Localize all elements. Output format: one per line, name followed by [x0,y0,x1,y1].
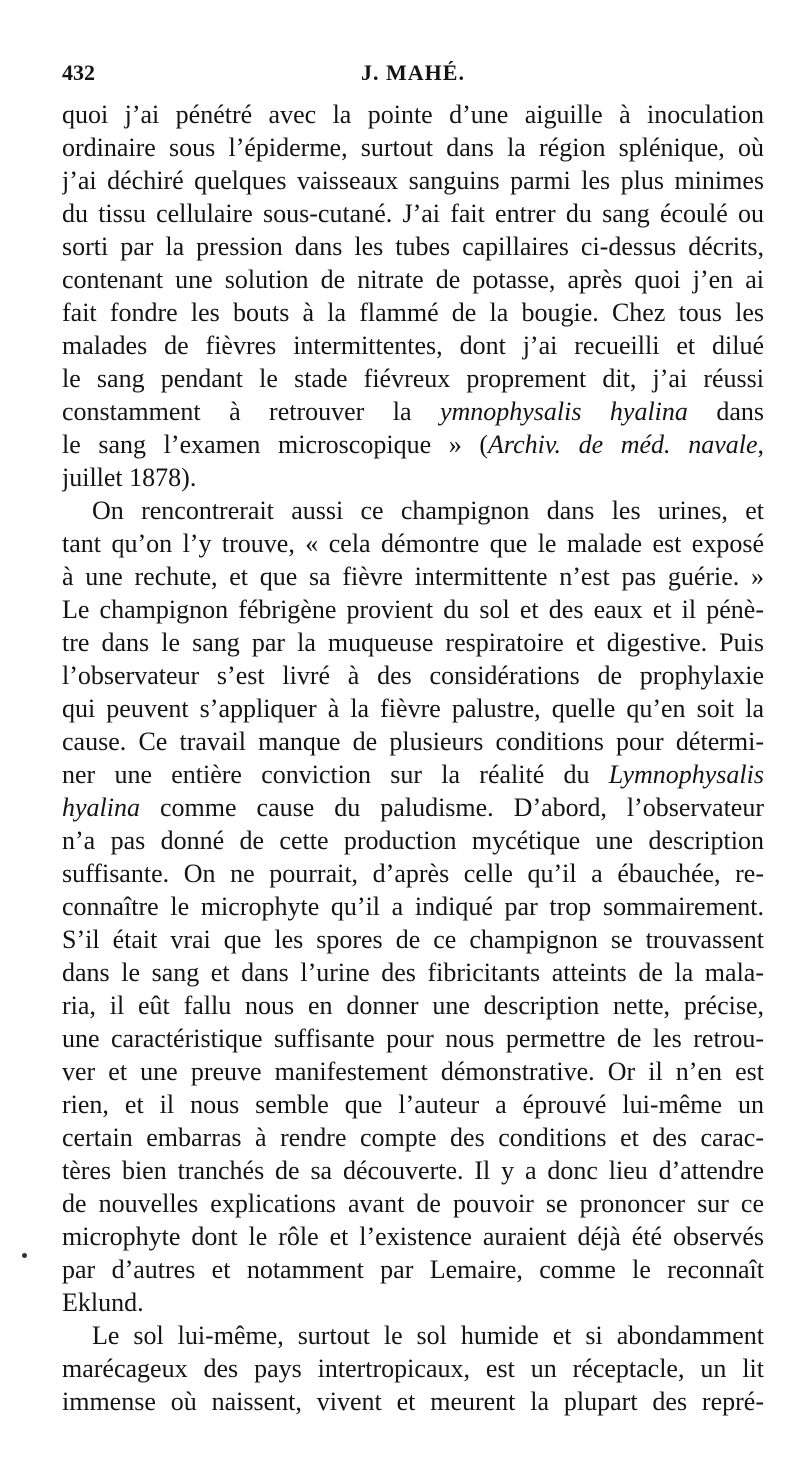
text-run: , [757,430,764,459]
text-run: certain embarras à rendre compte des conditions et des carac- [62,1123,764,1152]
text-run: S’il était vrai que les spores de ce champignon se trouvassent [62,925,764,954]
text-line [62,1154,764,1187]
text-line [62,1121,764,1154]
text-run: par d’autres et notamment par Lemaire, comme le reconnaît [62,1255,764,1284]
text-line [62,98,764,131]
text-line [62,263,764,296]
text-run: microphyte dont le rôle et l’existence auraient déjà été observés [62,1222,764,1251]
text-line [62,956,764,989]
text-line [62,857,764,890]
text-line [62,560,764,593]
text-run: connaître le microphyte qu’il a indiqué par trop sommairement. [62,892,764,921]
text-line [62,1385,764,1418]
text-run: l’observateur s’est livré à des considérations de prophylaxie [62,661,764,690]
text-run: ordinaire sous l’épiderme, surtout dans la région splénique, où [62,133,764,162]
text-line [62,758,764,791]
text-line [62,890,764,923]
text-run: qui peuvent s’appliquer à la fièvre palustre, quelle qu’en soit la [62,694,764,723]
text-run: dans le sang et dans l’urine des fibricitants atteints de la mala- [62,958,764,987]
text-line [62,296,764,329]
text-run: ver et une preuve manifestement démonstrative. Or il n’en est [62,1057,764,1086]
text-line [62,659,764,692]
text-run: rien, et il nous semble que l’auteur a éprouvé lui-même un [62,1090,764,1119]
text-line [62,1187,764,1220]
italic-text: Archiv. de méd. navale [488,430,758,459]
text-line [62,164,764,197]
text-run: à une rechute, et que sa fièvre intermittente n’est pas guérie. » [62,562,764,591]
margin-mark [22,1253,27,1258]
text-line [62,824,764,857]
text-run: n’a pas donné de cette production mycétique une description [62,826,764,855]
text-run: ria, il eût fallu nous en donner une description nette, précise, [62,991,764,1020]
text-run: le sang pendant le stade fiévreux proprement dit, j’ai réussi [62,364,764,393]
text-line [62,626,764,659]
text-run: immense où naissent, vivent et meurent la plupart des repré- [62,1387,764,1416]
text-line [62,461,764,494]
body-text [62,98,764,1418]
text-run: du tissu cellulaire sous-cutané. J’ai fait entrer du sang écoulé ou [62,199,764,228]
text-run: tre dans le sang par la muqueuse respiratoire et digestive. Puis [62,628,764,657]
text-line [62,692,764,725]
text-line [62,230,764,263]
text-run: fait fondre les bouts à la flammé de la bougie. Chez tous les [62,298,764,327]
text-line [62,1352,764,1385]
text-line [62,395,764,428]
page-header [62,60,764,90]
running-head: J. MAHÉ. [361,60,465,85]
text-line [62,1286,764,1319]
text-line [62,923,764,956]
text-run: Eklund. [62,1288,144,1317]
italic-text: ymnophysalis hyalina [439,397,688,426]
text-run: comme cause du paludisme. D’abord, l’observateur [140,793,764,822]
text-run: cause. Ce travail manque de plusieurs conditions pour détermi- [62,727,764,756]
text-run: contenant une solution de nitrate de potasse, après quoi j’en ai [62,265,764,294]
text-run: malades de fièvres intermittentes, dont j’ai recueilli et dilué [62,331,764,360]
page-number: 432 [62,60,95,85]
text-line [62,428,764,461]
text-line [62,989,764,1022]
text-line [62,131,764,164]
text-line [62,329,764,362]
text-run: suffisante. On ne pourrait, d’après celle qu’il a ébauchée, re- [62,859,764,888]
text-run: quoi j’ai pénétré avec la pointe d’une aiguille à inoculation [62,100,764,129]
text-line [62,527,764,560]
text-line [62,791,764,824]
text-run: de nouvelles explications avant de pouvoir se prononcer sur ce [62,1189,764,1218]
text-run: On rencontrerait aussi ce champignon dans les urines, et [92,496,764,525]
text-run: ner une entière conviction sur la réalité du [62,760,609,789]
text-run: tères bien tranchés de sa découverte. Il y a donc lieu d’attendre [62,1156,764,1185]
text-run: tant qu’on l’y trouve, « cela démontre que le malade est exposé [62,529,764,558]
text-line [62,1319,764,1352]
text-line [62,494,764,527]
text-run: constamment à retrouver la [62,397,440,426]
text-line [62,1022,764,1055]
text-run: Le sol lui-même, surtout le sol humide et si abondamment [92,1321,764,1350]
text-run: dans [687,397,764,426]
text-line [62,1253,764,1286]
text-line [62,725,764,758]
text-run: marécageux des pays intertropicaux, est un réceptacle, un lit [62,1354,764,1383]
text-line [62,593,764,626]
text-line [62,1220,764,1253]
text-run: sorti par la pression dans les tubes capillaires ci-dessus décrits, [62,232,764,261]
text-run: le sang l’examen microscopique » ( [62,430,489,459]
text-line [62,1055,764,1088]
italic-text: Lymnophysalis [608,760,764,789]
text-line [62,362,764,395]
text-line [62,197,764,230]
italic-text: hyalina [62,793,140,822]
text-run: Le champignon fébrigène provient du sol et des eaux et il pénè- [62,595,764,624]
text-run: j’ai déchiré quelques vaisseaux sanguins parmi les plus minimes [62,166,764,195]
text-run: juillet 1878). [62,463,197,492]
text-run: une caractéristique suffisante pour nous permettre de les retrou- [62,1024,764,1053]
text-line [62,1088,764,1121]
